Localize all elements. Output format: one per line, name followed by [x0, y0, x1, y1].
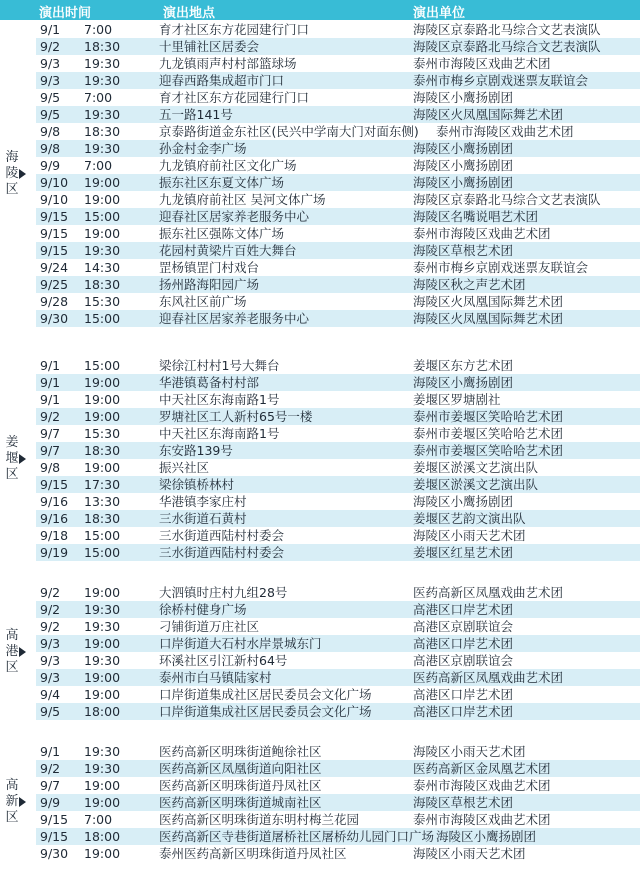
time-cell: 15:00	[84, 544, 121, 560]
date-cell: 9/5	[40, 703, 61, 719]
location-cell: 徐桥村健身广场	[159, 601, 247, 617]
date-cell: 9/4	[40, 686, 61, 702]
date-cell: 9/2	[40, 584, 61, 600]
org-cell: 姜堰区淤溪文艺演出队	[413, 459, 539, 475]
time-cell: 15:30	[84, 293, 121, 309]
date-cell: 9/8	[40, 140, 61, 156]
table-row	[36, 635, 640, 652]
location-cell: 罗塘社区工人新村65号一楼	[159, 408, 313, 424]
table-row	[36, 191, 640, 208]
org-cell: 海陵区京泰路北马综合文艺表演队	[413, 38, 601, 54]
table-row	[36, 601, 640, 618]
org-cell: 海陵区秋之声艺术团	[413, 276, 526, 292]
location-cell: 中天社区东海南路1号	[159, 391, 280, 407]
org-cell: 海陵区火凤凰国际舞艺术团	[413, 310, 564, 326]
location-cell: 孙金村金李广场	[159, 140, 247, 156]
location-cell: 迎春社区居家养老服务中心	[159, 208, 310, 224]
location-cell: 口岸街道大石村水岸景城东门	[159, 635, 322, 651]
time-cell: 15:00	[84, 357, 121, 373]
time-cell: 19:00	[84, 794, 121, 810]
org-cell: 海陵区小鹰扬剧团	[413, 374, 514, 390]
date-cell: 9/2	[40, 760, 61, 776]
district-label: 高 港 区	[5, 627, 19, 675]
location-cell: 育才社区东方花园建行门口	[159, 89, 310, 105]
org-cell: 海陵区火凤凰国际舞艺术团	[413, 106, 564, 122]
table-row	[36, 140, 640, 157]
time-cell: 18:00	[84, 703, 121, 719]
time-cell: 18:30	[84, 276, 121, 292]
date-cell: 9/8	[40, 459, 61, 475]
org-cell: 泰州市梅乡京剧戏迷票友联谊会	[413, 259, 589, 275]
table-row	[36, 425, 640, 442]
date-cell: 9/15	[40, 225, 69, 241]
org-cell: 泰州市姜堰区笑哈哈艺术团	[413, 442, 564, 458]
org-cell: 海陵区小雨天艺术团	[413, 743, 526, 759]
date-cell: 9/1	[40, 374, 61, 390]
table-row	[36, 618, 640, 635]
district-label: 海 陵 区	[5, 149, 19, 197]
date-cell: 9/30	[40, 845, 69, 861]
table-row	[36, 208, 640, 225]
org-cell: 海陵区小鹰扬剧团	[413, 89, 514, 105]
time-cell: 19:30	[84, 743, 121, 759]
time-cell: 19:00	[84, 777, 121, 793]
org-cell: 高港区京剧联谊会	[413, 618, 514, 634]
location-cell: 振东社区东夏文体广场	[159, 174, 285, 190]
time-cell: 18:30	[84, 123, 121, 139]
org-cell: 海陵区名嘴说唱艺术团	[413, 208, 539, 224]
location-cell: 泰州医药高新区明珠街道丹凤社区	[159, 845, 347, 861]
date-cell: 9/3	[40, 669, 61, 685]
location-cell: 医药高新区明珠街道东明村梅兰花园	[159, 811, 360, 827]
date-cell: 9/2	[40, 618, 61, 634]
triangle-pointer-icon	[19, 169, 26, 179]
time-cell: 19:00	[84, 584, 121, 600]
date-cell: 9/3	[40, 72, 61, 88]
org-cell: 海陵区小鹰扬剧团	[436, 828, 537, 844]
time-cell: 19:00	[84, 635, 121, 651]
date-cell: 9/1	[40, 21, 61, 37]
date-cell: 9/9	[40, 794, 61, 810]
header-org: 演出单位	[413, 6, 466, 21]
table-header	[0, 0, 640, 20]
location-cell: 罡杨镇罡门村戏台	[159, 259, 260, 275]
table-row	[36, 72, 640, 89]
table-row	[36, 408, 640, 425]
org-cell: 泰州市梅乡京剧戏迷票友联谊会	[413, 72, 589, 88]
time-cell: 19:30	[84, 55, 121, 71]
district-label: 姜 堰 区	[5, 434, 19, 482]
location-cell: 医药高新区明珠街道鲍徐社区	[159, 743, 322, 759]
table-row	[36, 157, 640, 174]
table-row	[36, 38, 640, 55]
table-row	[36, 510, 640, 527]
location-cell: 九龙镇雨声村村部篮球场	[159, 55, 297, 71]
table-row	[36, 293, 640, 310]
org-cell: 海陵区草根艺术团	[413, 794, 514, 810]
date-cell: 9/3	[40, 635, 61, 651]
org-cell: 海陵区小鹰扬剧团	[413, 140, 514, 156]
location-cell: 医药高新区凤凰街道向阳社区	[159, 760, 322, 776]
time-cell: 14:30	[84, 259, 121, 275]
time-cell: 19:30	[84, 760, 121, 776]
org-cell: 高港区口岸艺术团	[413, 686, 514, 702]
date-cell: 9/1	[40, 743, 61, 759]
time-cell: 15:30	[84, 425, 121, 441]
table-row	[36, 686, 640, 703]
time-cell: 19:00	[84, 191, 121, 207]
location-cell: 三水街道西陆村村委会	[159, 527, 285, 543]
time-cell: 7:00	[84, 89, 113, 105]
time-cell: 19:00	[84, 408, 121, 424]
org-cell: 海陵区小雨天艺术团	[413, 527, 526, 543]
triangle-pointer-icon	[19, 647, 26, 657]
location-cell: 九龙镇府前社区文化广场	[159, 157, 297, 173]
time-cell: 19:00	[84, 174, 121, 190]
table-row	[36, 669, 640, 686]
table-row	[36, 811, 640, 828]
table-row	[36, 259, 640, 276]
location-cell: 医药高新区寺巷街道屠桥社区屠桥幼儿园门口广场	[159, 828, 435, 844]
location-cell: 泰州市白马镇陆家村	[159, 669, 272, 685]
location-cell: 梁徐镇桥林村	[159, 476, 235, 492]
location-cell: 扬州路海阳园广场	[159, 276, 260, 292]
table-row	[36, 777, 640, 794]
org-cell: 海陵区京泰路北马综合文艺表演队	[413, 21, 601, 37]
org-cell: 高港区京剧联谊会	[413, 652, 514, 668]
date-cell: 9/15	[40, 208, 69, 224]
table-row	[36, 310, 640, 327]
time-cell: 18:30	[84, 38, 121, 54]
table-row	[36, 493, 640, 510]
org-cell: 医药高新区凤凰戏曲艺术团	[413, 584, 564, 600]
district-label: 高 新 区	[5, 778, 19, 825]
org-cell: 海陵区草根艺术团	[413, 242, 514, 258]
date-cell: 9/8	[40, 123, 61, 139]
table-row	[36, 174, 640, 191]
date-cell: 9/3	[40, 55, 61, 71]
location-cell: 华港镇葛备村村部	[159, 374, 260, 390]
date-cell: 9/15	[40, 811, 69, 827]
date-cell: 9/25	[40, 276, 69, 292]
org-cell: 海陵区小雨天艺术团	[413, 845, 526, 861]
table-row	[36, 544, 640, 561]
date-cell: 9/15	[40, 242, 69, 258]
org-cell: 姜堰区红星艺术团	[413, 544, 514, 560]
header-location: 演出地点	[163, 6, 216, 21]
location-cell: 东安路139号	[159, 442, 233, 458]
location-cell: 振兴社区	[159, 459, 210, 475]
location-cell: 中天社区东海南路1号	[159, 425, 280, 441]
table-row	[36, 828, 640, 845]
org-cell: 高港区口岸艺术团	[413, 635, 514, 651]
location-cell: 环溪社区引江新村64号	[159, 652, 288, 668]
location-cell: 口岸街道集成社区居民委员会文化广场	[159, 686, 372, 702]
time-cell: 18:30	[84, 510, 121, 526]
location-cell: 花园村黄梁片百姓大舞台	[159, 242, 297, 258]
location-cell: 九龙镇府前社区 吴河文体广场	[159, 191, 326, 207]
time-cell: 19:00	[84, 391, 121, 407]
time-cell: 7:00	[84, 811, 113, 827]
org-cell: 医药高新区凤凰戏曲艺术团	[413, 669, 564, 685]
date-cell: 9/18	[40, 527, 69, 543]
location-cell: 三水街道石黄村	[159, 510, 247, 526]
time-cell: 15:00	[84, 527, 121, 543]
date-cell: 9/15	[40, 476, 69, 492]
location-cell: 东风社区前广场	[159, 293, 247, 309]
location-cell: 三水街道西陆村村委会	[159, 544, 285, 560]
table-row	[36, 123, 640, 140]
date-cell: 9/7	[40, 777, 61, 793]
time-cell: 19:00	[84, 669, 121, 685]
time-cell: 7:00	[84, 157, 113, 173]
time-cell: 19:00	[84, 845, 121, 861]
table-row	[36, 106, 640, 123]
table-row	[36, 89, 640, 106]
table-row	[36, 55, 640, 72]
date-cell: 9/2	[40, 38, 61, 54]
table-row	[36, 357, 640, 374]
time-cell: 19:30	[84, 140, 121, 156]
date-cell: 9/7	[40, 425, 61, 441]
time-cell: 19:00	[84, 459, 121, 475]
time-cell: 15:00	[84, 208, 121, 224]
org-cell: 海陵区火凤凰国际舞艺术团	[413, 293, 564, 309]
table-row	[36, 276, 640, 293]
triangle-pointer-icon	[19, 454, 26, 464]
time-cell: 18:00	[84, 828, 121, 844]
time-cell: 19:00	[84, 686, 121, 702]
org-cell: 海陵区小鹰扬剧团	[413, 493, 514, 509]
date-cell: 9/9	[40, 157, 61, 173]
table-row	[36, 242, 640, 259]
date-cell: 9/5	[40, 89, 61, 105]
time-cell: 15:00	[84, 310, 121, 326]
location-cell: 京泰路街道金东社区(民兴中学南大门对面东侧)	[159, 123, 419, 139]
org-cell: 泰州市海陵区戏曲艺术团	[413, 55, 551, 71]
org-cell: 泰州市海陵区戏曲艺术团	[413, 811, 551, 827]
table-row	[36, 21, 640, 38]
location-cell: 刁铺街道万庄社区	[159, 618, 260, 634]
location-cell: 迎春西路集成超市门口	[159, 72, 285, 88]
date-cell: 9/28	[40, 293, 69, 309]
table-row	[36, 374, 640, 391]
time-cell: 19:30	[84, 242, 121, 258]
time-cell: 19:00	[84, 225, 121, 241]
time-cell: 13:30	[84, 493, 121, 509]
table-row	[36, 527, 640, 544]
time-cell: 19:30	[84, 106, 121, 122]
location-cell: 迎春社区居家养老服务中心	[159, 310, 310, 326]
org-cell: 泰州市姜堰区笑哈哈艺术团	[413, 408, 564, 424]
time-cell: 17:30	[84, 476, 121, 492]
table-row	[36, 652, 640, 669]
date-cell: 9/19	[40, 544, 69, 560]
time-cell: 19:30	[84, 72, 121, 88]
date-cell: 9/7	[40, 442, 61, 458]
org-cell: 姜堰区罗塘剧社	[413, 391, 501, 407]
location-cell: 育才社区东方花园建行门口	[159, 21, 310, 37]
location-cell: 十里铺社区居委会	[159, 38, 260, 54]
org-cell: 泰州市海陵区戏曲艺术团	[413, 225, 551, 241]
time-cell: 19:30	[84, 618, 121, 634]
time-cell: 7:00	[84, 21, 113, 37]
date-cell: 9/2	[40, 408, 61, 424]
location-cell: 口岸街道集成社区居民委员会文化广场	[159, 703, 372, 719]
table-row	[36, 845, 640, 862]
org-cell: 海陵区京泰路北马综合文艺表演队	[413, 191, 601, 207]
date-cell: 9/10	[40, 174, 69, 190]
location-cell: 振东社区强陈文体广场	[159, 225, 285, 241]
date-cell: 9/15	[40, 828, 69, 844]
location-cell: 五一路141号	[159, 106, 233, 122]
table-row	[36, 225, 640, 242]
date-cell: 9/30	[40, 310, 69, 326]
org-cell: 泰州市海陵区戏曲艺术团	[413, 777, 551, 793]
date-cell: 9/1	[40, 357, 61, 373]
org-cell: 姜堰区艺韵文演出队	[413, 510, 526, 526]
org-cell: 海陵区小鹰扬剧团	[413, 174, 514, 190]
org-cell: 姜堰区淤溪文艺演出队	[413, 476, 539, 492]
location-cell: 华港镇李家庄村	[159, 493, 247, 509]
location-cell: 梁徐江村村1号大舞台	[159, 357, 280, 373]
location-cell: 大泗镇时庄村九组28号	[159, 584, 288, 600]
header-time: 演出时间	[39, 6, 92, 21]
triangle-pointer-icon	[19, 797, 26, 807]
org-cell: 姜堰区东方艺术团	[413, 357, 514, 373]
table-row	[36, 584, 640, 601]
table-row	[36, 476, 640, 493]
date-cell: 9/1	[40, 391, 61, 407]
location-cell: 医药高新区明珠街道丹凤社区	[159, 777, 322, 793]
table-row	[36, 794, 640, 811]
time-cell: 18:30	[84, 442, 121, 458]
time-cell: 19:00	[84, 374, 121, 390]
time-cell: 19:30	[84, 652, 121, 668]
table-row	[36, 703, 640, 720]
location-cell: 医药高新区明珠街道城南社区	[159, 794, 322, 810]
table-row	[36, 760, 640, 777]
table-row	[36, 442, 640, 459]
org-cell: 泰州市海陵区戏曲艺术团	[436, 123, 574, 139]
org-cell: 泰州市姜堰区笑哈哈艺术团	[413, 425, 564, 441]
date-cell: 9/2	[40, 601, 61, 617]
time-cell: 19:30	[84, 601, 121, 617]
table-row	[36, 743, 640, 760]
date-cell: 9/16	[40, 510, 69, 526]
org-cell: 高港区口岸艺术团	[413, 703, 514, 719]
org-cell: 高港区口岸艺术团	[413, 601, 514, 617]
date-cell: 9/24	[40, 259, 69, 275]
date-cell: 9/5	[40, 106, 61, 122]
date-cell: 9/3	[40, 652, 61, 668]
org-cell: 医药高新区金凤凰艺术团	[413, 760, 551, 776]
table-row	[36, 459, 640, 476]
date-cell: 9/16	[40, 493, 69, 509]
date-cell: 9/10	[40, 191, 69, 207]
org-cell: 海陵区小鹰扬剧团	[413, 157, 514, 173]
table-row	[36, 391, 640, 408]
